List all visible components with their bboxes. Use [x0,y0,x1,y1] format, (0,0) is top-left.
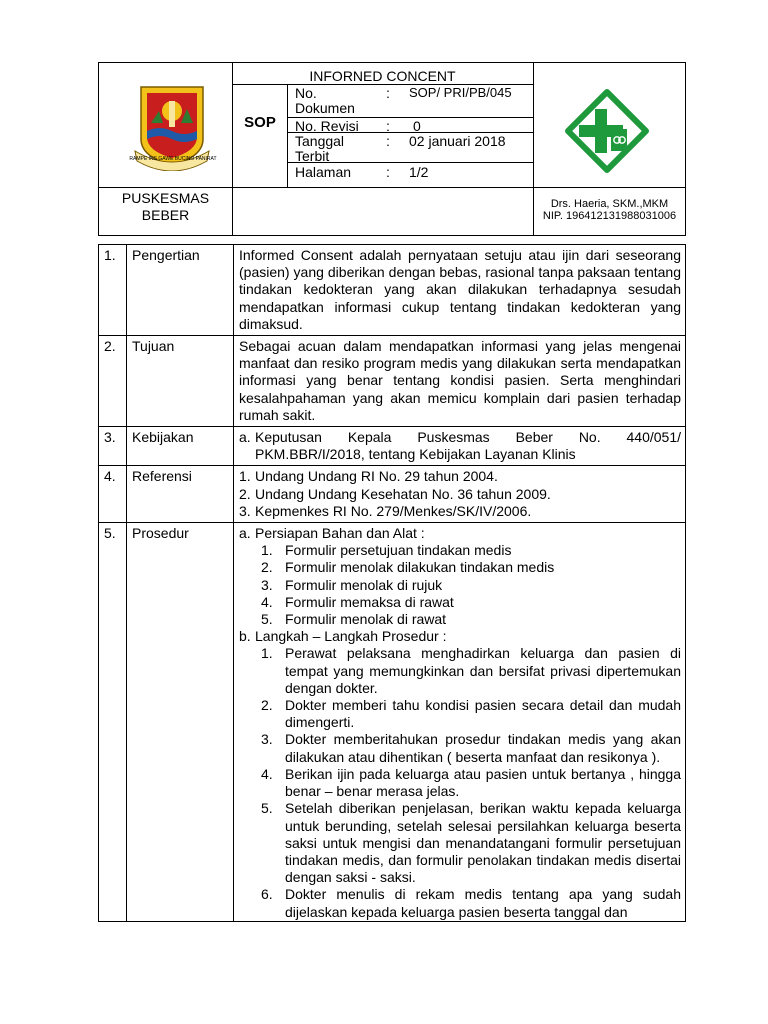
list-marker: 3. [261,576,273,593]
list-marker: 1. [239,468,251,485]
signer-name: Drs. Haeria, SKM.,MKM [550,198,669,210]
list-marker: 2. [261,559,273,576]
list-text: Perawat pelaksana menghadirkan keluarga dan pasien di tempat yang memungkinkan dan bersifat privasi dipertemukan dengan dokter. [285,645,681,696]
procedure-group-title [239,628,681,645]
field-separator: : [386,133,390,149]
section-row-procedure [99,523,686,922]
list-text: Berikan ijin pada keluarga atau pasien untuk bertanya , hingga benar – benar merasa jelas. [285,765,681,800]
field-label-revision: No. Revisi [295,118,359,134]
field-label-doc-no-line2: Dokumen [295,100,355,116]
list-marker: 4. [261,765,273,782]
list-marker: 5. [261,800,273,817]
list-text: Formulir memaksa di rawat [285,593,454,610]
section-row-policy [99,427,686,466]
steps-list [239,645,681,920]
list-marker: 2. [261,697,273,714]
list-marker: 3. [239,502,251,519]
list-item [239,486,681,503]
section-number: 5. [99,523,127,922]
list-text: Dokter memberi tahu kondisi pasien secara detail dan mudah dimengerti. [285,697,681,731]
list-text: Kepmenkes RI No. 279/Menkes/SK/IV/2006. [255,502,532,519]
list-item [239,429,681,463]
list-item [261,542,681,559]
field-value-issue-date: 02 januari 2018 [409,133,506,149]
list-item [239,503,681,520]
list-item [261,645,681,697]
signer-nip: NIP. 196412131988031006 [542,210,677,222]
section-content [234,523,686,922]
field-value-revision: 0 [413,118,421,134]
field-label-page: Halaman [295,164,352,180]
section-text: Sebagai acuan dalam mendapatkan informasi yang jelas mengenai manfaat dan resiko program medis yang dilakukan serta mendapatkan informasi yang benar tentang kondisi pasien. Serta menghindari kesalahpahaman yang akan memicu komplain dari pasien terhadap rumah sakit. [234,336,686,427]
section-label: Referensi [127,466,234,523]
field-label-issue-date-line2: Terbit [295,148,330,164]
sop-header [98,62,686,236]
section-row-definition [99,245,686,336]
list-marker: 1. [261,542,273,559]
list-text: Keputusan Kepala Puskesmas Beber No. 440/051/ PKM.BBR/I/2018, tentang Kebijakan Layanan Klinis [255,429,681,463]
list-item [261,577,681,594]
list-text: Undang Undang RI No. 29 tahun 2004. [255,468,498,485]
list-item [261,697,681,731]
section-label: Tujuan [127,336,234,427]
list-text: Undang Undang Kesehatan No. 36 tahun 2009. [255,485,551,502]
section-number: 4. [99,466,127,523]
list-item [261,611,681,628]
header-divider [232,63,233,235]
puskesmas-logo [565,89,649,173]
list-marker: b. [239,628,251,645]
list-marker: 5. [261,611,273,628]
field-separator: : [386,85,390,101]
field-label-doc-no: No. [295,85,317,101]
list-marker: 2. [239,485,251,502]
sop-content-table [98,244,686,922]
section-number: 3. [99,427,127,466]
list-item [261,766,681,800]
list-text: Formulir menolak dilakukan tindakan medis [285,559,555,576]
org-name-line2: BEBER [141,207,190,223]
field-label-issue-date: Tanggal [295,133,345,149]
list-text: Formulir menolak di rujuk [285,576,443,593]
list-marker: 6. [261,886,273,903]
sop-label: SOP [244,114,276,131]
list-marker: a. [239,429,251,446]
org-name-line1: PUSKESMAS [121,190,210,206]
header-divider [99,187,686,188]
list-item [261,886,681,920]
list-item [261,594,681,611]
materials-list [239,542,681,628]
list-text: Langkah – Langkah Prosedur : [255,628,447,645]
list-item [261,800,681,886]
list-text: Dokter menulis di rekam medis tentang apa yang sudah dijelaskan kepada keluarga pasien beserta tanggal dan [285,886,681,920]
section-content [234,427,686,466]
section-label: Prosedur [127,523,234,922]
section-label: Pengertian [127,245,234,336]
list-marker: 1. [261,645,273,662]
section-row-references [99,466,686,523]
section-number: 2. [99,336,127,427]
list-item [261,559,681,576]
field-value-page: 1/2 [409,164,429,180]
list-text: Formulir menolak di rawat [285,611,447,628]
list-marker: 4. [261,593,273,610]
procedure-group-title [239,525,681,542]
document-title: INFORNED CONCENT [309,68,456,84]
seal-motto: RAMPE INS GAWE BUCINO PANIRAT [129,156,217,162]
list-marker: 3. [261,731,273,748]
list-text: Persiapan Bahan dan Alat : [255,525,425,542]
list-text: Dokter memberitahukan prosedur tindakan medis yang akan dilakukan atau dihentikan ( beserta manfaat dan resikonya ). [285,731,681,765]
list-item [261,731,681,765]
field-separator: : [386,118,390,134]
section-text: Informed Consent adalah pernyataan setuju atau ijin dari seseorang (pasien) yang diberikan dengan bebas, rasional tanpa paksaan tentang tindakan kedokteran yang akan dilakukan terhadapnya sesudah mendapatkan informasi cukup tentang tindakan kedokteran yang dimaksud. [234,245,686,336]
field-separator: : [386,164,390,180]
field-value-doc-no: SOP/ PRI/PB/045 [409,85,512,100]
list-text: Setelah diberikan penjelasan, berikan waktu kepada keluarga untuk berunding, setelah selesai persilahkan keluarga beserta saksi untuk mengisi dan menandatangani formulir persetujuan tindakan medis, dan formulir penolakan tindakan medis disertai dengan saksi - saksi. [285,800,681,886]
section-number: 1. [99,245,127,336]
list-item [239,468,681,485]
section-row-purpose [99,336,686,427]
list-text: Formulir persetujuan tindakan medis [285,542,512,559]
header-divider [287,84,288,187]
section-label: Kebijakan [127,427,234,466]
list-marker: a. [239,525,251,542]
section-content [234,466,686,523]
